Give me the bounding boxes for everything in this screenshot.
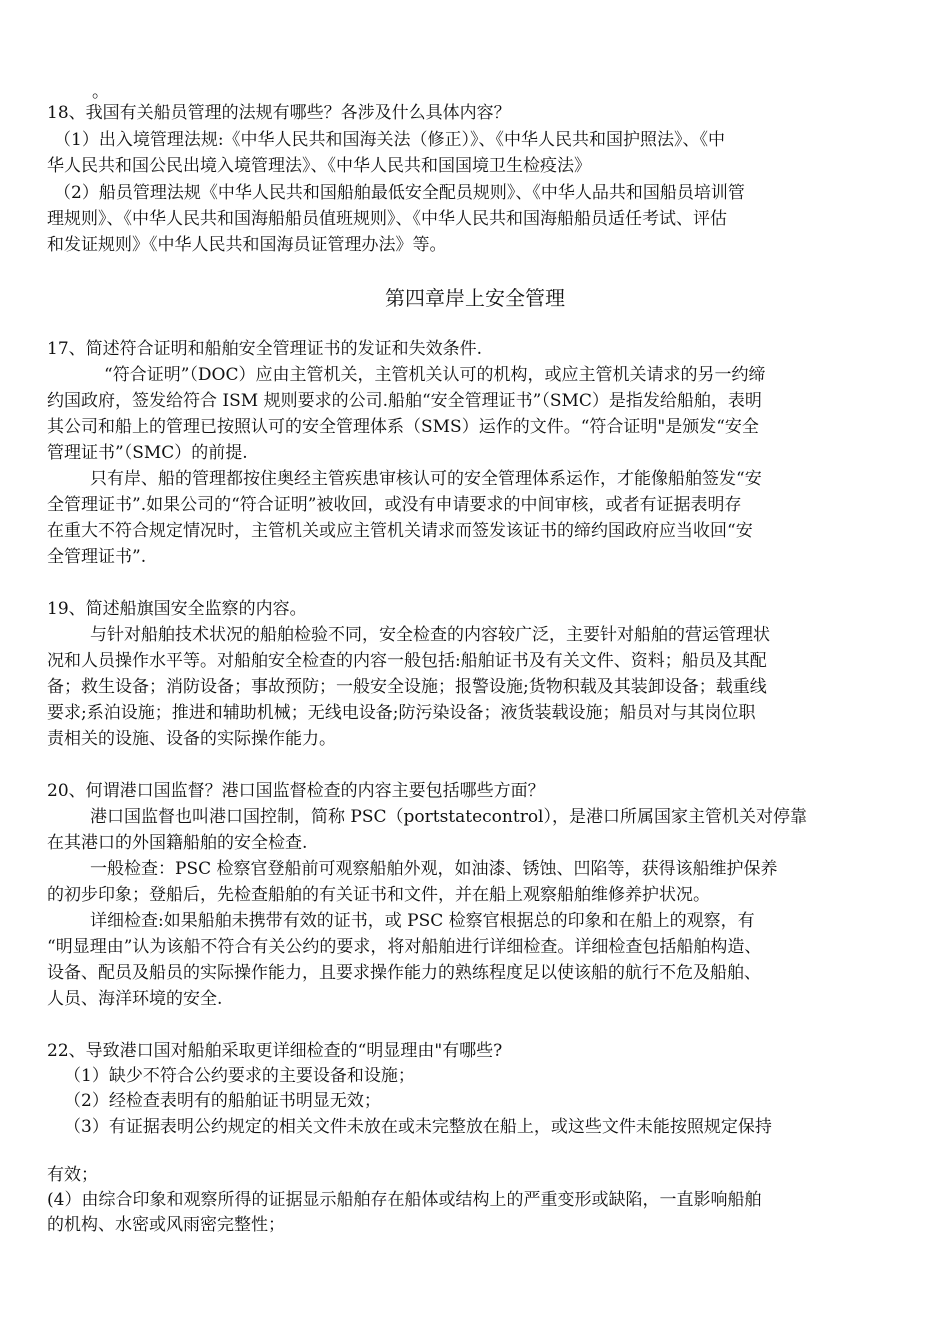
text-line: 设备、配员及船员的实际操作能力，且要求操作能力的熟练程度足以使该船的航行不危及船舶、 — [47, 963, 761, 983]
question-20-heading: 20、何谓港口国监督？港口国监督检查的内容主要包括哪些方面？ — [47, 781, 545, 801]
text-line: 备；救生设备；消防设备；事故预防；一般安全设施；报警设施;货物积载及其装卸设备；载重线 — [47, 677, 767, 697]
text-line: 责相关的设施、设备的实际操作能力。 — [47, 729, 336, 749]
text-line: “明显理由”认为该船不符合有关公约的要求，将对船舶进行详细检查。详细检查包括船舶构造、 — [47, 937, 762, 957]
text-line: 在重大不符合规定情况时，主管机关或应主管机关请求而签发该证书的缔约国政府应当收回“安 — [47, 521, 753, 541]
text-line: 要求;系泊设施；推进和辅助机械；无线电设备;防污染设备；液货装载设施；船员对与其岗位职 — [47, 703, 756, 723]
text-line: 详细检查:如果船舶未携带有效的证书，或 PSC 检察官根据总的印象和在船上的观察，有 — [90, 911, 755, 931]
text-line: “符合证明”（DOC）应由主管机关，主管机关认可的机构，或应主管机关请求的另一约缔 — [104, 365, 766, 385]
list-item: （2）经检查表明有的船舶证书明显无效； — [64, 1091, 381, 1111]
text-line: 。 — [92, 82, 109, 102]
text-line: 管理证书”（SMC）的前提. — [47, 443, 248, 463]
text-line: 约国政府，签发给符合 ISM 规则要求的公司.船舶“安全管理证书”（SMC）是指发给船舶，表明 — [47, 391, 762, 411]
text-line: 人员、海洋环境的安全. — [47, 989, 223, 1009]
text-line: 理规则》、《中华人民共和国海船船员值班规则》、《中华人民共和国海船船员适任考试、评估 — [47, 209, 727, 229]
text-line: 全管理证书”. — [47, 547, 147, 567]
text-line: 港口国监督也叫港口国控制，简称 PSC（portstatecontrol），是港口所属国家主管机关对停靠 — [90, 807, 807, 827]
question-17-heading: 17、简述符合证明和船舶安全管理证书的发证和失效条件. — [47, 339, 483, 359]
list-item: (4）由综合印象和观察所得的证据显示船舶存在船体或结构上的严重变形或缺陷，一直影响船舶 — [47, 1190, 762, 1210]
text-line: （1）出入境管理法规:《中华人民共和国海关法（修正）》、《中华人民共和国护照法》、《中 — [54, 130, 726, 150]
text-line: 只有岸、船的管理都按住奥经主管疾患审核认可的安全管理体系运作，才能像船舶签发“安 — [90, 469, 762, 489]
text-line: 有效； — [47, 1165, 98, 1185]
chapter-title: 第四章岸上安全管理 — [385, 286, 565, 310]
question-19-heading: 19、简述船旗国安全监察的内容。 — [47, 599, 307, 619]
text-line: 况和人员操作水平等。对船舶安全检查的内容一般包括:船舶证书及有关文件、资料；船员及其配 — [47, 651, 767, 671]
text-line: 一般检查：PSC 检察官登船前可观察船舶外观，如油漆、锈蚀、凹陷等，获得该船维护保养 — [90, 859, 778, 879]
text-line: 的初步印象；登船后，先检查船舶的有关证书和文件，并在船上观察船舶维修养护状况。 — [47, 885, 710, 905]
text-line: 与针对船舶技术状况的船舶检验不同，安全检查的内容较广泛，主要针对船舶的营运管理状 — [90, 625, 770, 645]
question-22-heading: 22、导致港口国对船舶采取更详细检查的“明显理由"有哪些? — [47, 1041, 503, 1061]
question-18-heading: 18、我国有关船员管理的法规有哪些？各涉及什么具体内容？ — [47, 103, 511, 123]
text-line: 的机构、水密或风雨密完整性； — [47, 1215, 285, 1235]
text-line: 全管理证书”.如果公司的“符合证明”被收回，或没有申请要求的中间审核，或者有证据表明存 — [47, 495, 742, 515]
list-item: （3）有证据表明公约规定的相关文件未放在或未完整放在船上，或这些文件未能按照规定保持 — [64, 1117, 772, 1137]
list-item: （1）缺少不符合公约要求的主要设备和设施； — [64, 1066, 415, 1086]
text-line: 其公司和船上的管理已按照认可的安全管理体系（SMS）运作的文件。“符合证明"是颁发“安全 — [47, 417, 759, 437]
text-line: 在其港口的外国籍船舶的安全检查. — [47, 833, 308, 853]
text-line: （2）船员管理法规《中华人民共和国船舶最低安全配员规则》、《中华人品共和国船员培训管 — [54, 183, 745, 203]
text-line: 和发证规则》《中华人民共和国海员证管理办法》等。 — [47, 235, 447, 255]
text-line: 华人民共和国公民出境入境管理法》、《中华人民共和国国境卫生检疫法》 — [47, 156, 591, 176]
